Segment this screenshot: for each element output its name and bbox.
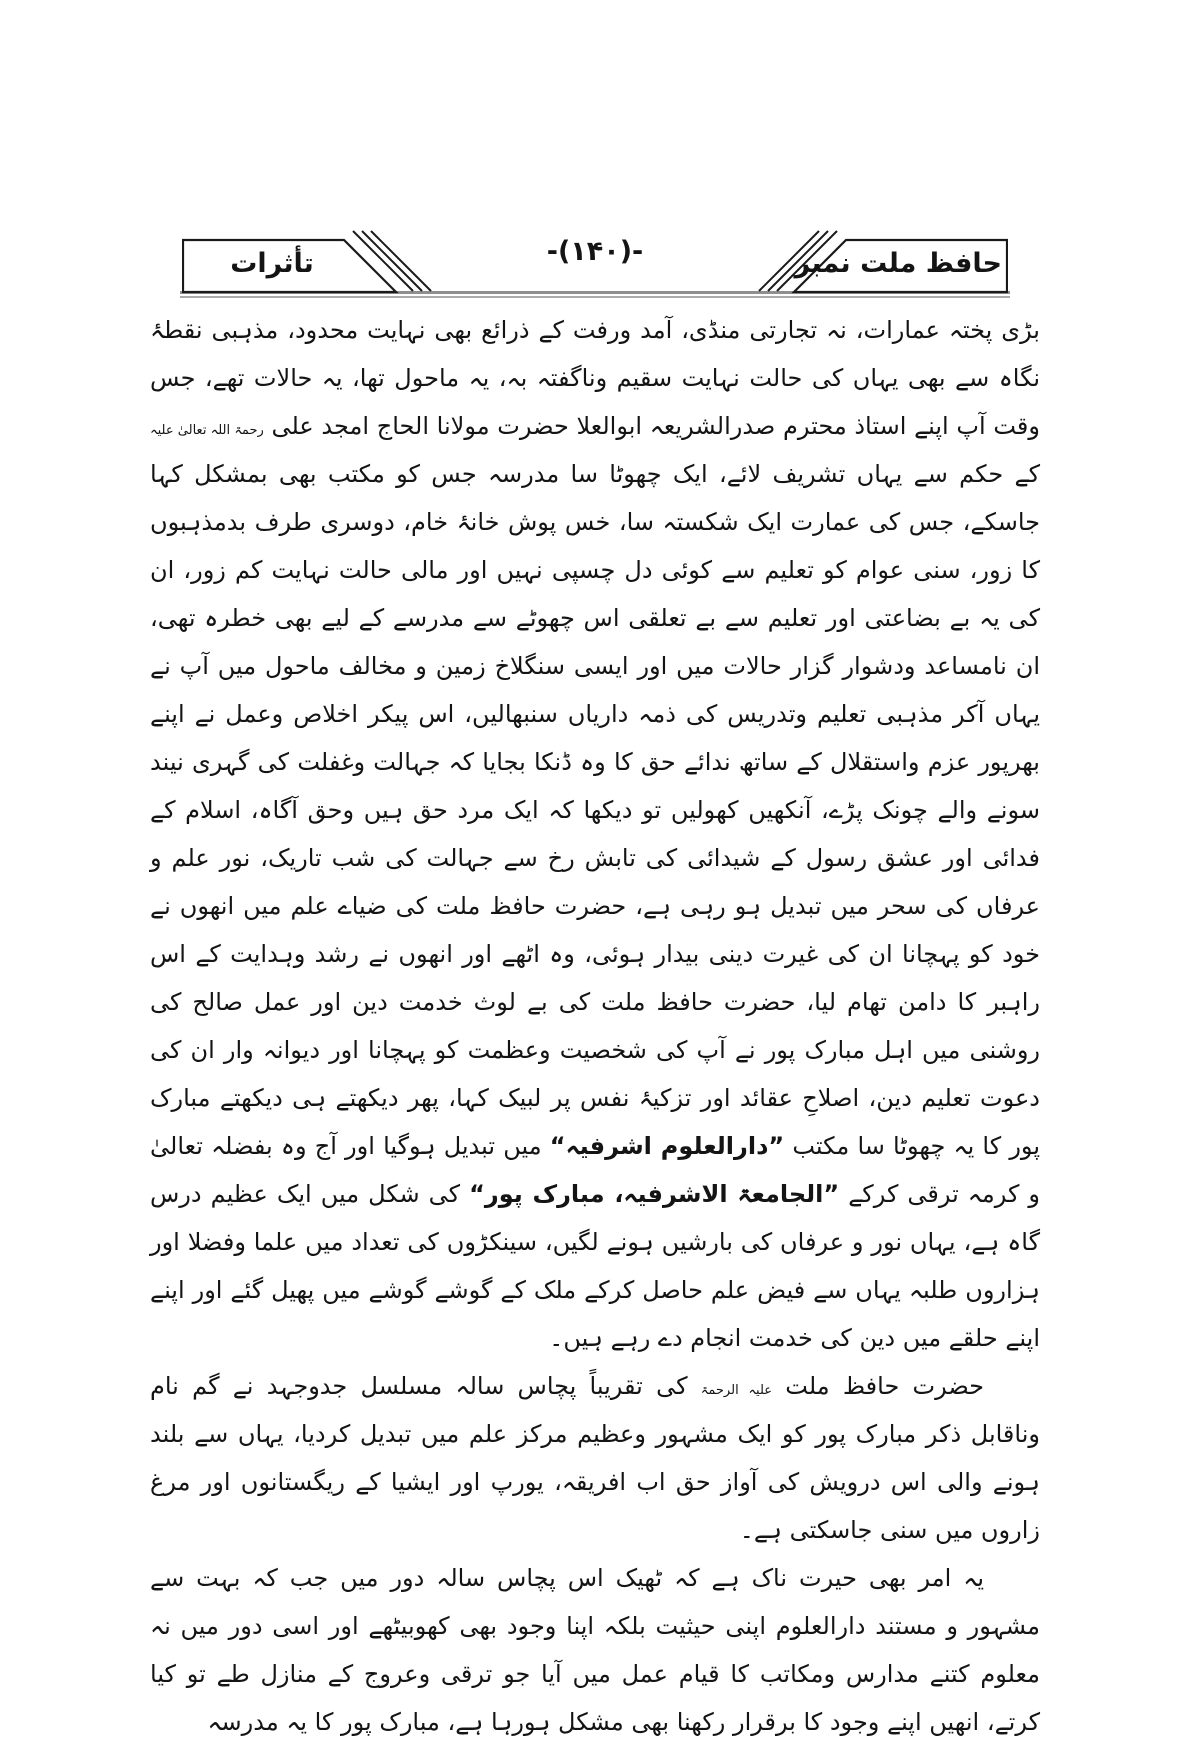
text-segment: بڑی پختہ عمارات، نہ تجارتی منڈی، آمد ورفت کے ذرائع بھی نہایت محدود، مذہبی نقطۂ نگاہ سے بھی یہاں کی حالت نہایت سقیم وناگفتہ بہ، یہ ماحول تھا، یہ حالات تھے، جس وقت آپ اپنے استاذ محترم صدرالشریعہ ابوالعلا حضرت مولانا الحاج امجد علی [150,316,1040,440]
section-title-label: تأثرات [230,248,314,279]
text-segment: یہ امر بھی حیرت ناک ہے کہ ٹھیک اس پچاس سالہ دور میں جب کہ بہت سے مشہور و مستند دارالعلوم اپنی حیثیت بلکہ اپنا وجود بھی کھوبیٹھے اور اسی دور میں نہ معلوم کتنے مدارس ومکاتب کا قیام عمل میں آیا جو ترقی وعروج کے منازل طے تو کیا کرتے، انھیں اپنے وجود کا برقرار رکھنا بھی مشکل ہورہا ہے، مبارک پور کا یہ مدرسہ [150,1564,1040,1736]
issue-title-label: حافظ ملت نمبر [794,248,1002,279]
text-segment: کے حکم سے یہاں تشریف لائے، ایک چھوٹا سا مدرسہ جس کو مکتب بھی بمشکل کہا جاسکے، جس کی عمارت ایک شکستہ سا، خس پوش خانۂ خام، دوسری طرف بدمذہبوں کا زور، سنی عوام کو تعلیم سے کوئی دل چسپی نہیں اور مالی حالت نہایت کم زور، ان کی یہ بے بضاعتی اور تعلیم سے بے تعلقی اس چھوٹے سے مدرسے کے لیے بھی خطرہ تھی، ان نامساعد ودشوار گزار حالات میں اور ایسی سنگلاخ زمین و مخالف ماحول میں آپ نے یہاں آکر مذہبی تعلیم وتدریس کی ذمہ داریاں سنبھالیں، اس پیکر اخلاص وعمل نے اپنے بھرپور عزم واستقلال کے ساتھ ندائے حق کا وہ ڈنکا بجایا کہ جہالت وغفلت کی گہری نیند سونے والے چونک پڑے، آنکھیں کھولیں تو دیکھا کہ ایک مرد حق ہیں وحق آگاہ، اسلام کے فدائی اور عشق رسول کے شیدائی کی تابش رخ سے جہالت کی شب تاریک، نور علم و عرفاں کی سحر میں تبدیل ہو رہی ہے، حضرت حافظ ملت کی ضیاے علم میں انھوں نے خود کو پہچانا ان کی غیرت دینی بیدار ہوئی، وہ اٹھے اور انھوں نے رشد وہدایت کے اس راہبر کا دامن تھام لیا، حضرت حافظ ملت کی بے لوث خدمت دین اور عمل صالح کی روشنی میں اہل مبارک پور نے آپ کی شخصیت وعظمت کو پہچانا اور دیوانہ وار ان کی دعوت تعلیم دین، اصلاحِ عقائد اور تزکیۂ نفس پر لبیک کہا، پھر دیکھتے ہی دیکھتے مبارک پور کا یہ چھوٹا سا مکتب [150,460,1041,1160]
text-segment: کی تقریباً پچاس سالہ مسلسل جدوجہد نے گم نام وناقابل ذکر مبارک پور کو ایک مشہور وعظیم مرکز علم میں تبدیل کردیا، یہاں سے بلند ہونے والی اس درویش کی آواز حق اب افریقہ، یورپ اور ایشیا کے ریگستانوں اور مرغ زاروں میں سنی جاسکتی ہے۔ [150,1372,1040,1544]
text-segment: ”الجامعۃ الاشرفیہ، مبارک پور“ [469,1180,840,1208]
honorific-text: علیہ الرحمۃ [700,1383,773,1398]
page-header [180,224,1010,298]
paragraph [150,1362,1040,1554]
text-segment: حضرت حافظ ملت [772,1372,984,1400]
body-text [150,306,1040,1746]
text-segment: ”دارالعلوم اشرفیہ“ [549,1132,785,1160]
text-segment: کی شکل میں ایک عظیم درس گاہ ہے، یہاں نور و عرفاں کی بارشیں ہونے لگیں، سینکڑوں کی تعداد میں علما وفضلا اور ہزاروں طلبہ یہاں سے فیض علم حاصل کرکے ملک کے گوشے گوشے میں پھیل گئے اور اپنے اپنے حلقے میں دین کی خدمت انجام دے رہے ہیں۔ [150,1180,1040,1352]
paragraph [150,306,1040,1362]
paragraph [150,1554,1040,1746]
page-number: -(۱۴۰)- [546,236,644,267]
text-segment: میں تبدیل ہوگیا اور آج وہ بفضلہ تعالیٰ و کرمہ ترقی کرکے [150,1132,1041,1208]
honorific-text: رحمۃ اللہ تعالیٰ علیہ [150,423,264,438]
